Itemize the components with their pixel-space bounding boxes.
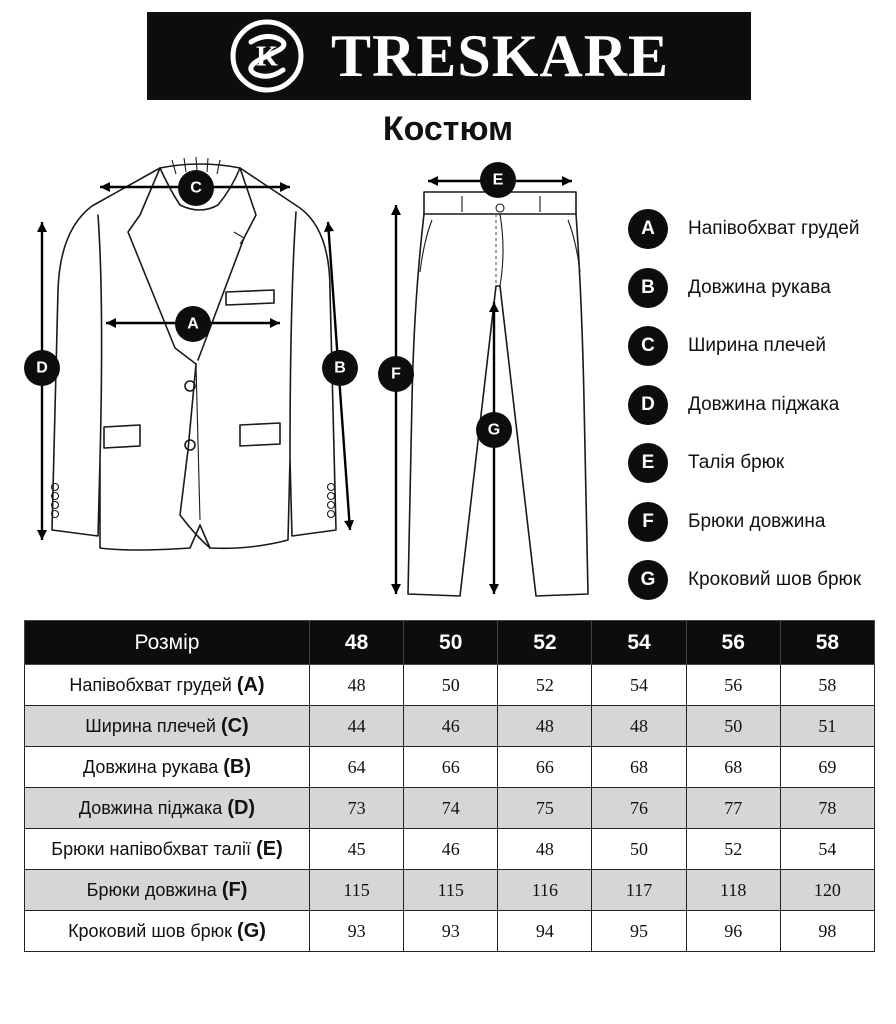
table-cell: 118 xyxy=(686,870,780,911)
table-cell: 45 xyxy=(310,829,404,870)
table-row xyxy=(25,788,875,829)
row-label-text: Кроковий шов брюк xyxy=(68,920,238,941)
row-label-code: (E) xyxy=(256,837,283,860)
table-cell: 50 xyxy=(592,829,686,870)
table-row xyxy=(25,911,875,952)
marker-e: E xyxy=(492,171,504,189)
marker-c: C xyxy=(190,179,202,197)
table-cell: 54 xyxy=(780,829,874,870)
table-header-row xyxy=(25,621,875,665)
legend-badge: E xyxy=(628,443,668,483)
table-cell: 115 xyxy=(310,870,404,911)
table-cell: 46 xyxy=(404,706,498,747)
table-cell: 116 xyxy=(498,870,592,911)
jacket-illustration xyxy=(52,157,337,550)
table-header-size: 58 xyxy=(780,621,874,665)
legend-label: Довжина піджака xyxy=(688,393,840,415)
row-label-code: (B) xyxy=(223,755,252,778)
table-cell: 75 xyxy=(498,788,592,829)
table-cell: 48 xyxy=(498,706,592,747)
marker-a: A xyxy=(187,315,199,333)
brand-name: TRESKARE xyxy=(330,23,670,89)
table-row-label xyxy=(25,788,310,829)
table-header-size: 52 xyxy=(498,621,592,665)
row-label-code: (G) xyxy=(237,919,266,942)
table-cell: 66 xyxy=(404,747,498,788)
row-label-text: Напівобхват грудей xyxy=(69,674,237,695)
table-cell: 64 xyxy=(310,747,404,788)
table-cell: 46 xyxy=(404,829,498,870)
table-row-label xyxy=(25,870,310,911)
legend-label: Брюки довжина xyxy=(688,510,826,532)
table-row xyxy=(25,665,875,706)
legend-badge: F xyxy=(628,502,668,542)
table-cell: 94 xyxy=(498,911,592,952)
table-cell: 120 xyxy=(780,870,874,911)
table-row-label xyxy=(25,747,310,788)
legend-label: Ширина плечей xyxy=(688,335,826,357)
table-header-size: 56 xyxy=(686,621,780,665)
table-row-label xyxy=(25,665,310,706)
table-cell: 51 xyxy=(780,706,874,747)
table-cell: 96 xyxy=(686,911,780,952)
legend-label: Напівобхват грудей xyxy=(688,218,860,240)
row-label-code: (C) xyxy=(220,714,249,737)
legend-badge: A xyxy=(628,209,668,249)
marker-d: D xyxy=(36,359,48,377)
table-cell: 69 xyxy=(780,747,874,788)
marker-f: F xyxy=(391,365,401,383)
legend-item-b xyxy=(628,259,896,318)
table-cell: 58 xyxy=(780,665,874,706)
table-row xyxy=(25,870,875,911)
marker-b: B xyxy=(334,359,346,377)
table-header-size-label: Розмір xyxy=(25,621,310,665)
table-cell: 115 xyxy=(404,870,498,911)
page-title: Костюм xyxy=(382,110,514,148)
table-cell: 68 xyxy=(686,747,780,788)
table-cell: 73 xyxy=(310,788,404,829)
table-cell: 93 xyxy=(404,911,498,952)
brand-header xyxy=(147,12,751,100)
table-cell: 44 xyxy=(310,706,404,747)
row-label-text: Довжина рукава xyxy=(82,756,224,777)
measurement-markers xyxy=(24,162,572,594)
table-cell: 52 xyxy=(498,665,592,706)
table-cell: 76 xyxy=(592,788,686,829)
table-row-label xyxy=(25,911,310,952)
table-cell: 74 xyxy=(404,788,498,829)
garment-illustration xyxy=(0,150,620,610)
table-header-size: 50 xyxy=(404,621,498,665)
legend-badge: C xyxy=(628,326,668,366)
logo-mark-letter: K xyxy=(256,41,278,73)
table-row-label xyxy=(25,829,310,870)
table-cell: 50 xyxy=(404,665,498,706)
marker-g: G xyxy=(487,421,501,439)
table-row xyxy=(25,829,875,870)
legend-label: Талія брюк xyxy=(688,452,785,474)
legend-label: Довжина рукава xyxy=(688,276,831,298)
table-row-label xyxy=(25,706,310,747)
legend-label: Кроковий шов брюк xyxy=(688,569,862,591)
trousers-illustration xyxy=(408,192,588,596)
table-row xyxy=(25,747,875,788)
measurement-legend xyxy=(628,200,896,610)
row-label-code: (A) xyxy=(236,673,265,696)
table-header-size: 48 xyxy=(310,621,404,665)
table-cell: 68 xyxy=(592,747,686,788)
table-cell: 66 xyxy=(498,747,592,788)
table-cell: 98 xyxy=(780,911,874,952)
legend-item-f xyxy=(628,493,896,552)
row-label-code: (D) xyxy=(227,796,256,819)
legend-badge: B xyxy=(628,268,668,308)
table-row xyxy=(25,706,875,747)
row-label-code: (F) xyxy=(221,878,248,901)
table-header-size: 54 xyxy=(592,621,686,665)
row-label-text: Довжина піджака xyxy=(78,797,228,818)
row-label-text: Брюки довжина xyxy=(86,879,222,900)
brand-logo-icon xyxy=(229,18,305,94)
legend-item-g xyxy=(628,551,896,610)
size-table xyxy=(24,620,875,952)
legend-item-d xyxy=(628,376,896,435)
table-cell: 50 xyxy=(686,706,780,747)
table-cell: 117 xyxy=(592,870,686,911)
table-cell: 54 xyxy=(592,665,686,706)
legend-badge: D xyxy=(628,385,668,425)
legend-item-a xyxy=(628,200,896,259)
table-cell: 48 xyxy=(310,665,404,706)
table-cell: 56 xyxy=(686,665,780,706)
legend-badge: G xyxy=(628,560,668,600)
row-label-text: Ширина плечей xyxy=(85,715,221,736)
table-cell: 93 xyxy=(310,911,404,952)
table-cell: 78 xyxy=(780,788,874,829)
table-cell: 48 xyxy=(592,706,686,747)
table-cell: 48 xyxy=(498,829,592,870)
legend-item-c xyxy=(628,317,896,376)
row-label-text: Брюки напівобхват талії xyxy=(51,838,257,859)
table-cell: 52 xyxy=(686,829,780,870)
table-cell: 77 xyxy=(686,788,780,829)
table-cell: 95 xyxy=(592,911,686,952)
legend-item-e xyxy=(628,434,896,493)
